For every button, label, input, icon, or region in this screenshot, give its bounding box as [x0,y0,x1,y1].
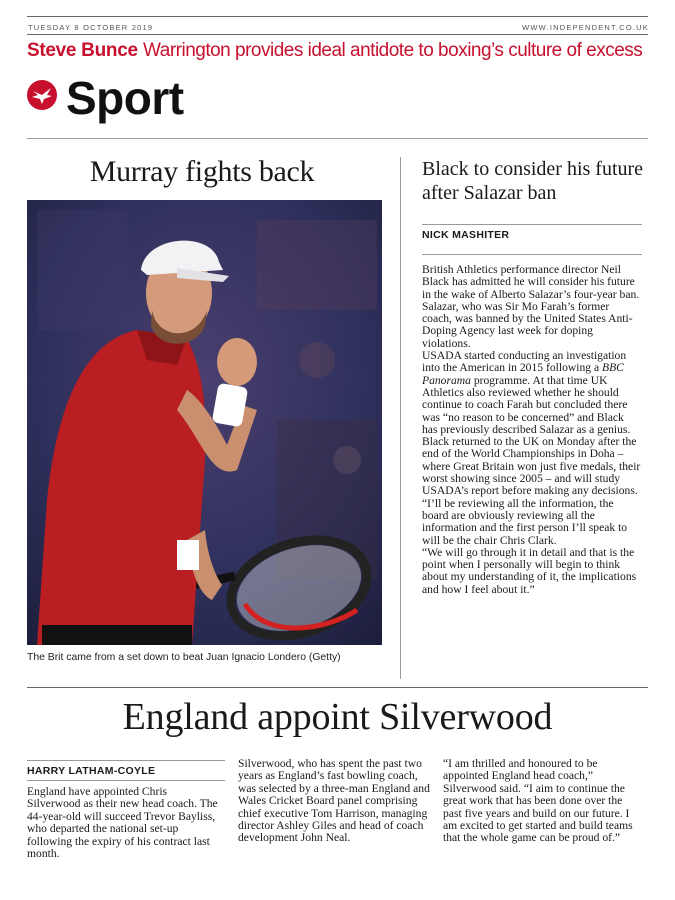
dateline-rule [27,34,648,35]
england-column-3: “I am thrilled and honoured to be appointed England head coach,” Silverwood said. “I aim to continue the great work that has been done over the past five years and build on our future. I am excited to get started and build teams that the whole game can be proud of.” [443,757,633,845]
england-byline-rule-bottom [27,780,225,781]
website-link[interactable]: WWW.INDEPENDENT.CO.UK [522,23,649,32]
paragraph: “I’ll be reviewing all the information, the board are obviously reviewing all the information and the first person I’ll speak to will be the chair Chris Clark. [422,496,628,547]
salazar-byline-rule-bottom [422,254,642,255]
issue-date: TUESDAY 8 OCTOBER 2019 [28,23,154,32]
eagle-icon [27,80,57,110]
column-divider [400,157,401,679]
england-byline-rule-top [27,760,225,761]
top-rule [27,16,648,17]
england-column-1: England have appointed Chris Silverwood as their new head coach. The 44-year-old will succeed Trevor Bayliss, who departed the national set-up following the expiry of his contract last month. [27,785,218,861]
section-title: Sport [66,72,184,124]
paragraph: Black returned to the UK on Monday after the end of the World Championships in Doha – where Great Britain won just five medals, their worst showing since 2005 – and will study USADA’s report before making any decisions. [422,435,641,498]
salazar-byline-rule-top [422,224,642,225]
salazar-headline[interactable]: Black to consider his future after Salazar ban [422,158,644,204]
murray-photo [27,200,382,645]
promo-strap[interactable] [27,40,642,62]
england-column-2: Silverwood, who has spent the past two years as England’s fast bowling coach, was selected by a three-man England and Wales Cricket Board panel comprising chief executive Tom Harrison, managing director Ashley Giles and head of coach development John Neal. [238,757,430,845]
murray-headline[interactable]: Murray fights back [89,155,315,188]
promo-headline: Warrington provides ideal antidote to boxing’s culture of excess [143,40,643,61]
england-byline: HARRY LATHAM-COYLE [27,765,156,777]
photo-caption: The Brit came from a set down to beat Juan Ignacio Londero (Getty) [27,652,341,663]
paragraph: “We will go through it in detail and that is the point when I personally will begin to think about my understanding of it, the implications and how I feel about it.” [422,545,637,596]
promo-author: Steve Bunce [27,40,138,61]
paragraph: USADA started conducting an investigation into the American in 2015 following a BBC Panorama programme. At that time UK Athletics also reviewed whether he should continue to coach Farah but concluded there was “no reason to be concerned” and Black has previously described Salazar as a genius. [422,349,631,436]
section-rule [27,138,648,139]
salazar-body [422,264,642,596]
mid-rule [27,687,648,688]
england-headline[interactable]: England appoint Silverwood [122,696,553,738]
paragraph: British Athletics performance director Neil Black has admitted he will consider his future in the wake of Alberto Salazar’s four-year ban. Salazar, who was Sir Mo Farah’s former coach, was banned by the United States Anti-Doping Agency last week for doping violations. [422,263,640,350]
salazar-byline: NICK MASHITER [422,229,510,241]
programme-title: BBC Panorama [422,361,624,387]
